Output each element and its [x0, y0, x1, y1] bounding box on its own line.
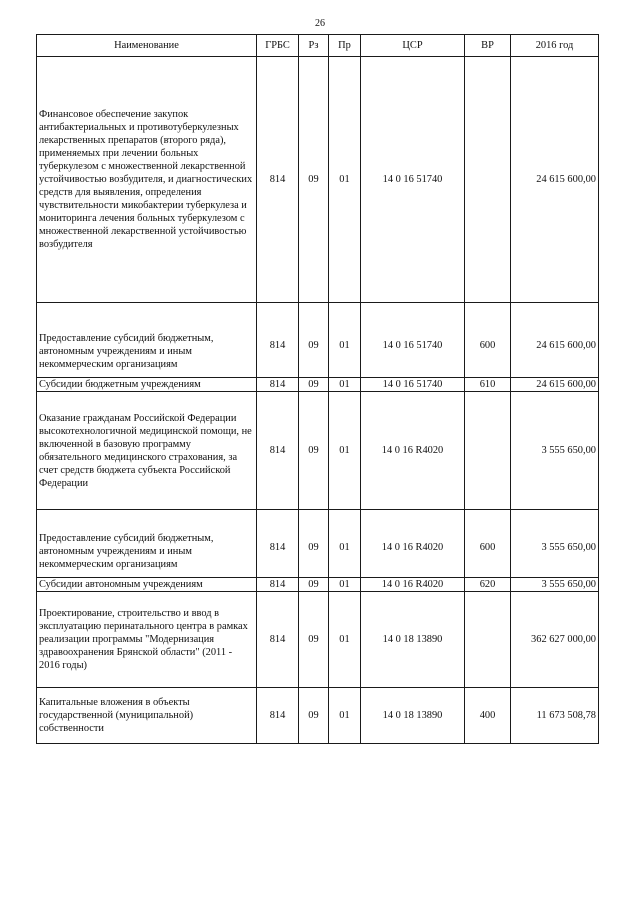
row-name: Оказание гражданам Российской Федерации высокотехнологичной медицинской помощи, не включенной в базовую программу обязательного медицинского страхования, за счет средств бюджета субъекта Российской Федерации [37, 392, 257, 510]
row-amount: 3 555 650,00 [511, 578, 599, 592]
row-name: Капитальные вложения в объекты государственной (муниципальной) собственности [37, 688, 257, 744]
row-grbs: 814 [257, 592, 299, 688]
row-vr: 620 [465, 578, 511, 592]
row-grbs: 814 [257, 688, 299, 744]
row-rz: 09 [299, 57, 329, 303]
row-vr [465, 392, 511, 510]
row-vr [465, 592, 511, 688]
row-csr: 14 0 16 51740 [361, 57, 465, 303]
row-rz: 09 [299, 510, 329, 578]
row-csr: 14 0 18 13890 [361, 688, 465, 744]
row-csr: 14 0 16 R4020 [361, 392, 465, 510]
header-grbs: ГРБС [257, 35, 299, 57]
row-pr: 01 [329, 378, 361, 392]
row-amount: 3 555 650,00 [511, 392, 599, 510]
row-name: Предоставление субсидий бюджетным, автономным учреждениям и иным некоммерческим организациям [37, 510, 257, 578]
row-grbs: 814 [257, 392, 299, 510]
table-row [37, 592, 599, 688]
row-rz: 09 [299, 578, 329, 592]
header-name: Наименование [37, 35, 257, 57]
row-amount: 24 615 600,00 [511, 378, 599, 392]
table-row [37, 392, 599, 510]
row-name: Проектирование, строительство и ввод в эксплуатацию перинатального центра в рамках реализации программы "Модернизация здравоохранения Брянской области" (2011 - 2016 годы) [37, 592, 257, 688]
row-pr: 01 [329, 688, 361, 744]
row-pr: 01 [329, 57, 361, 303]
row-csr: 14 0 16 51740 [361, 303, 465, 378]
row-csr: 14 0 16 R4020 [361, 578, 465, 592]
header-pr: Пр [329, 35, 361, 57]
table-row [37, 57, 599, 303]
row-vr [465, 57, 511, 303]
header-vr: ВР [465, 35, 511, 57]
row-amount: 3 555 650,00 [511, 510, 599, 578]
table-row [37, 510, 599, 578]
row-rz: 09 [299, 592, 329, 688]
row-rz: 09 [299, 688, 329, 744]
row-name: Финансовое обеспечение закупок антибактериальных и противотуберкулезных лекарственных препаратов (второго ряда), применяемых при лечении больных туберкулезом с множественной лекарственной устойчивостью возбудителя, и диагностических средств для выявления, определения чувствительности микобактерии туберкулеза и мониторинга лечения больных туберкулезом с множественной лекарственной устойчивостью возбудителя [37, 57, 257, 303]
table-row [37, 378, 599, 392]
row-name: Предоставление субсидий бюджетным, автономным учреждениям и иным некоммерческим организациям [37, 303, 257, 378]
row-rz: 09 [299, 378, 329, 392]
row-pr: 01 [329, 392, 361, 510]
row-grbs: 814 [257, 510, 299, 578]
header-csr: ЦСР [361, 35, 465, 57]
row-vr: 610 [465, 378, 511, 392]
row-rz: 09 [299, 392, 329, 510]
header-amount: 2016 год [511, 35, 599, 57]
row-amount: 24 615 600,00 [511, 57, 599, 303]
table-row [37, 578, 599, 592]
row-pr: 01 [329, 578, 361, 592]
row-pr: 01 [329, 510, 361, 578]
row-grbs: 814 [257, 57, 299, 303]
page-number: 26 [315, 18, 325, 29]
row-grbs: 814 [257, 303, 299, 378]
row-vr: 600 [465, 303, 511, 378]
row-vr: 600 [465, 510, 511, 578]
row-pr: 01 [329, 303, 361, 378]
row-grbs: 814 [257, 578, 299, 592]
row-csr: 14 0 16 R4020 [361, 510, 465, 578]
budget-table [36, 34, 599, 744]
row-pr: 01 [329, 592, 361, 688]
row-amount: 11 673 508,78 [511, 688, 599, 744]
row-vr: 400 [465, 688, 511, 744]
row-name: Субсидии бюджетным учреждениям [37, 378, 257, 392]
header-rz: Рз [299, 35, 329, 57]
row-grbs: 814 [257, 378, 299, 392]
row-amount: 362 627 000,00 [511, 592, 599, 688]
header-row [37, 35, 599, 57]
row-csr: 14 0 18 13890 [361, 592, 465, 688]
row-rz: 09 [299, 303, 329, 378]
row-name: Субсидии автономным учреждениям [37, 578, 257, 592]
row-amount: 24 615 600,00 [511, 303, 599, 378]
table-row [37, 688, 599, 744]
row-csr: 14 0 16 51740 [361, 378, 465, 392]
table-row [37, 303, 599, 378]
